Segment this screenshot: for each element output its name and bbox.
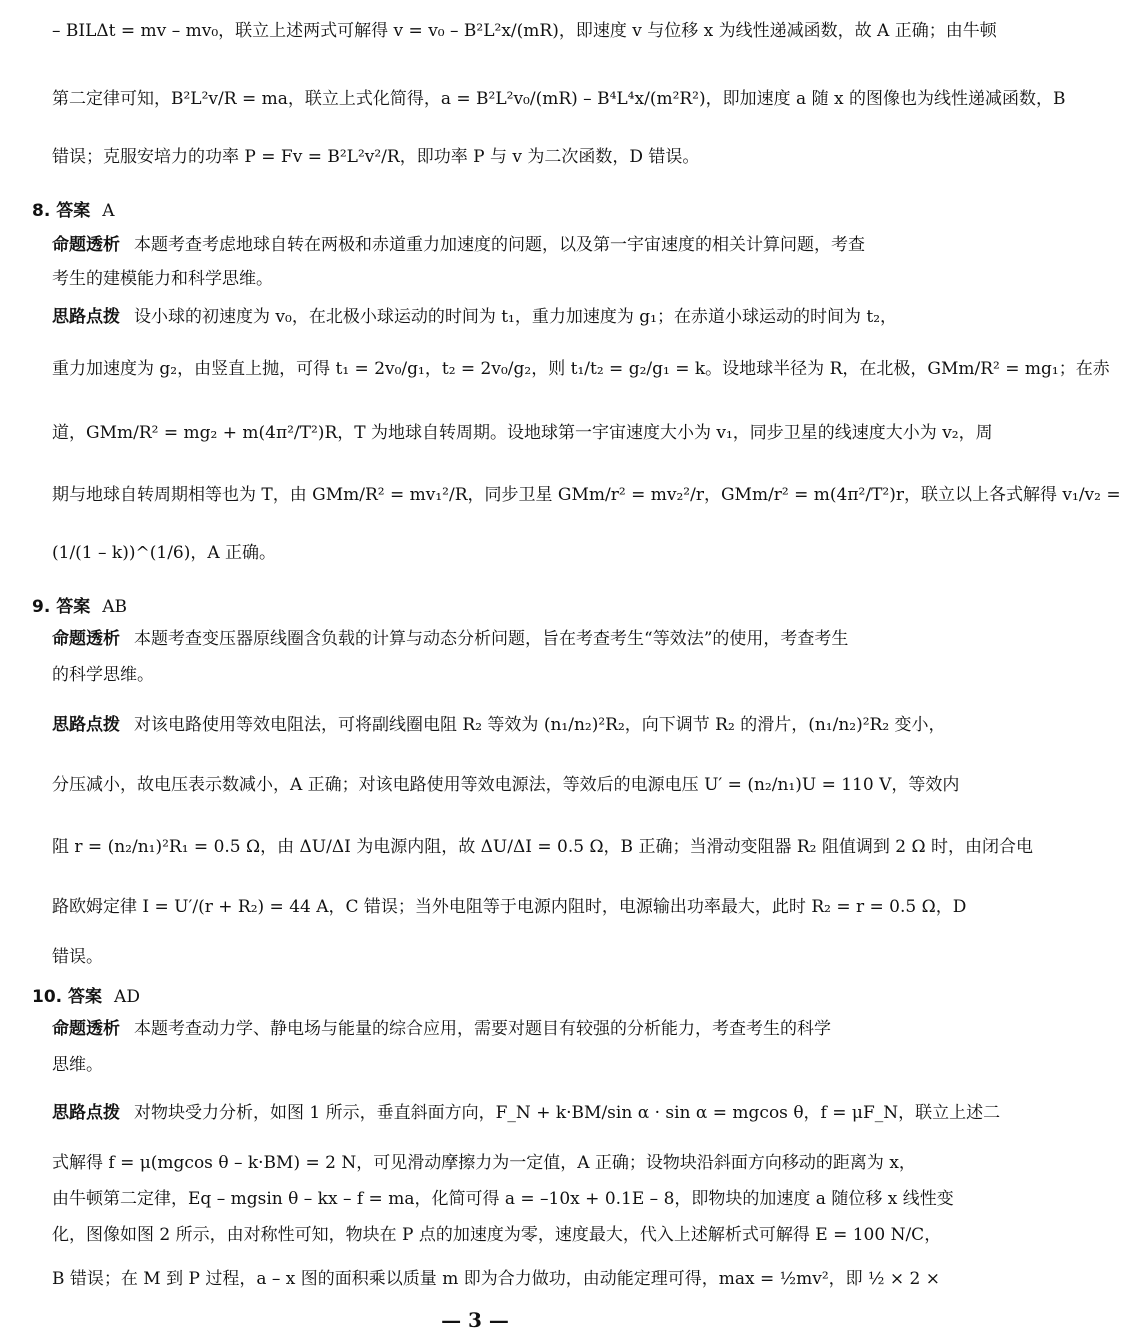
q9-hint-label: 思路点拨 xyxy=(52,715,120,735)
q9-intent-text: 本题考查变压器原线圈含负载的计算与动态分析问题，旨在考查考生“等效法”的使用，考查考生 xyxy=(134,629,849,649)
q9-hint-line xyxy=(52,714,946,736)
q10-intent-line-2: 思维。 xyxy=(52,1055,103,1075)
text-line: (1/(1 – k))^(1/6)，A 正确。 xyxy=(52,543,277,563)
text-line: B 错误；在 M 到 P 过程，a – x 图的面积乘以质量 m 即为合力做功，由动能定理可得，max = ½mv²，即 ½ × 2 × xyxy=(52,1269,941,1289)
q8-number: 8. 答案 xyxy=(32,201,91,221)
q10-intent-text: 本题考查动力学、静电场与能量的综合应用，需要对题目有较强的分析能力，考查考生的科学 xyxy=(134,1019,831,1039)
text-line: 道，GMm/R² = mg₂ + m(4π²/T²)R，T 为地球自转周期。设地球第一宇宙速度大小为 v₁，同步卫星的线速度大小为 v₂，周 xyxy=(52,423,993,443)
text-line: – BILΔt = mv – mv₀，联立上述两式可解得 v = v₀ – B²L²x/(mR)，即速度 v 与位移 x 为线性递减函数，故 A 正确；由牛顿 xyxy=(52,21,997,41)
q10-hint-line xyxy=(52,1102,1001,1124)
text-line: 分压减小，故电压表示数减小，A 正确；对该电路使用等效电源法，等效后的电源电压 U′ = (n₂/n₁)U = 110 V，等效内 xyxy=(52,775,960,795)
q10-intent-line xyxy=(52,1018,910,1040)
q9-number: 9. 答案 xyxy=(32,597,91,617)
text-line: 第二定律可知，B²L²v/R = ma，联立上式化简得，a = B²L²v₀/(mR) – B⁴L⁴x/(m²R²)，即加速度 a 随 x 的图像也为线性递减函数，B xyxy=(52,89,1066,109)
q10-header xyxy=(32,982,140,1007)
q8-hint-text: 设小球的初速度为 v₀，在北极小球运动的时间为 t₁，重力加速度为 g₁；在赤道小球运动的时间为 t₂， xyxy=(134,307,898,327)
text-line: 路欧姆定律 I = U′/(r + R₂) = 44 A，C 错误；当外电阻等于电源内阻时，电源输出功率最大，此时 R₂ = r = 0.5 Ω，D xyxy=(52,897,967,917)
q8-answer: A xyxy=(102,201,115,221)
q10-number: 10. 答案 xyxy=(32,987,103,1007)
q9-intent-line xyxy=(52,628,910,650)
text-line: 阻 r = (n₂/n₁)²R₁ = 0.5 Ω，由 ΔU/ΔI 为电源内阻，故 ΔU/ΔI = 0.5 Ω，B 正确；当滑动变阻器 R₂ 阻值调到 2 Ω 时，由闭合电 xyxy=(52,837,1034,857)
text-line: 由牛顿第二定律，Eq – mgsin θ – kx – f = ma，化简可得 a = –10x + 0.1E – 8，即物块的加速度 a 随位移 x 线性变 xyxy=(52,1189,954,1209)
q9-intent-label: 命题透析 xyxy=(52,629,120,649)
q10-hint-text: 对物块受力分析，如图 1 所示，垂直斜面方向，F_N + k·BM/sin α · sin α = mgcos θ，f = μF_N，联立上述二 xyxy=(134,1103,1001,1123)
q8-header xyxy=(32,196,115,221)
text-line: 错误。 xyxy=(52,947,103,967)
q8-intent-line-2: 考生的建模能力和科学思维。 xyxy=(52,269,273,289)
q9-answer: AB xyxy=(102,597,127,617)
text-line: 错误；克服安培力的功率 P = Fv = B²L²v²/R，即功率 P 与 v 为二次函数，D 错误。 xyxy=(52,147,700,167)
q10-intent-label: 命题透析 xyxy=(52,1019,120,1039)
q8-intent-label: 命题透析 xyxy=(52,235,120,255)
text-line: 化，图像如图 2 所示，由对称性可知，物块在 P 点的加速度为零，速度最大，代入上述解析式可解得 E = 100 N/C， xyxy=(52,1225,942,1245)
q8-hint-label: 思路点拨 xyxy=(52,307,120,327)
q9-header xyxy=(32,592,127,617)
q10-hint-label: 思路点拨 xyxy=(52,1103,120,1123)
q9-intent-line-2: 的科学思维。 xyxy=(52,665,154,685)
q8-hint-line xyxy=(52,306,910,328)
text-line: 期与地球自转周期相等也为 T，由 GMm/R² = mv₁²/R，同步卫星 GMm/r² = mv₂²/r，GMm/r² = m(4π²/T²)r，联立以上各式解得 v₁/v₂ = xyxy=(52,485,1121,505)
page-number: — 3 — xyxy=(441,1308,509,1332)
q8-intent-line xyxy=(52,234,910,256)
text-line: 重力加速度为 g₂，由竖直上抛，可得 t₁ = 2v₀/g₁，t₂ = 2v₀/g₂，则 t₁/t₂ = g₂/g₁ = k。设地球半径为 R，在北极，GMm/R² = mg₁；在赤 xyxy=(52,359,1110,379)
q8-intent-text: 本题考查考虑地球自转在两极和赤道重力加速度的问题，以及第一宇宙速度的相关计算问题，考查 xyxy=(134,235,865,255)
text-line: 式解得 f = μ(mgcos θ – k·BM) = 2 N，可见滑动摩擦力为一定值，A 正确；设物块沿斜面方向移动的距离为 x， xyxy=(52,1153,916,1173)
q10-answer: AD xyxy=(114,987,140,1007)
q9-hint-text: 对该电路使用等效电阻法，可将副线圈电阻 R₂ 等效为 (n₁/n₂)²R₂，向下调节 R₂ 的滑片，(n₁/n₂)²R₂ 变小， xyxy=(134,715,946,735)
